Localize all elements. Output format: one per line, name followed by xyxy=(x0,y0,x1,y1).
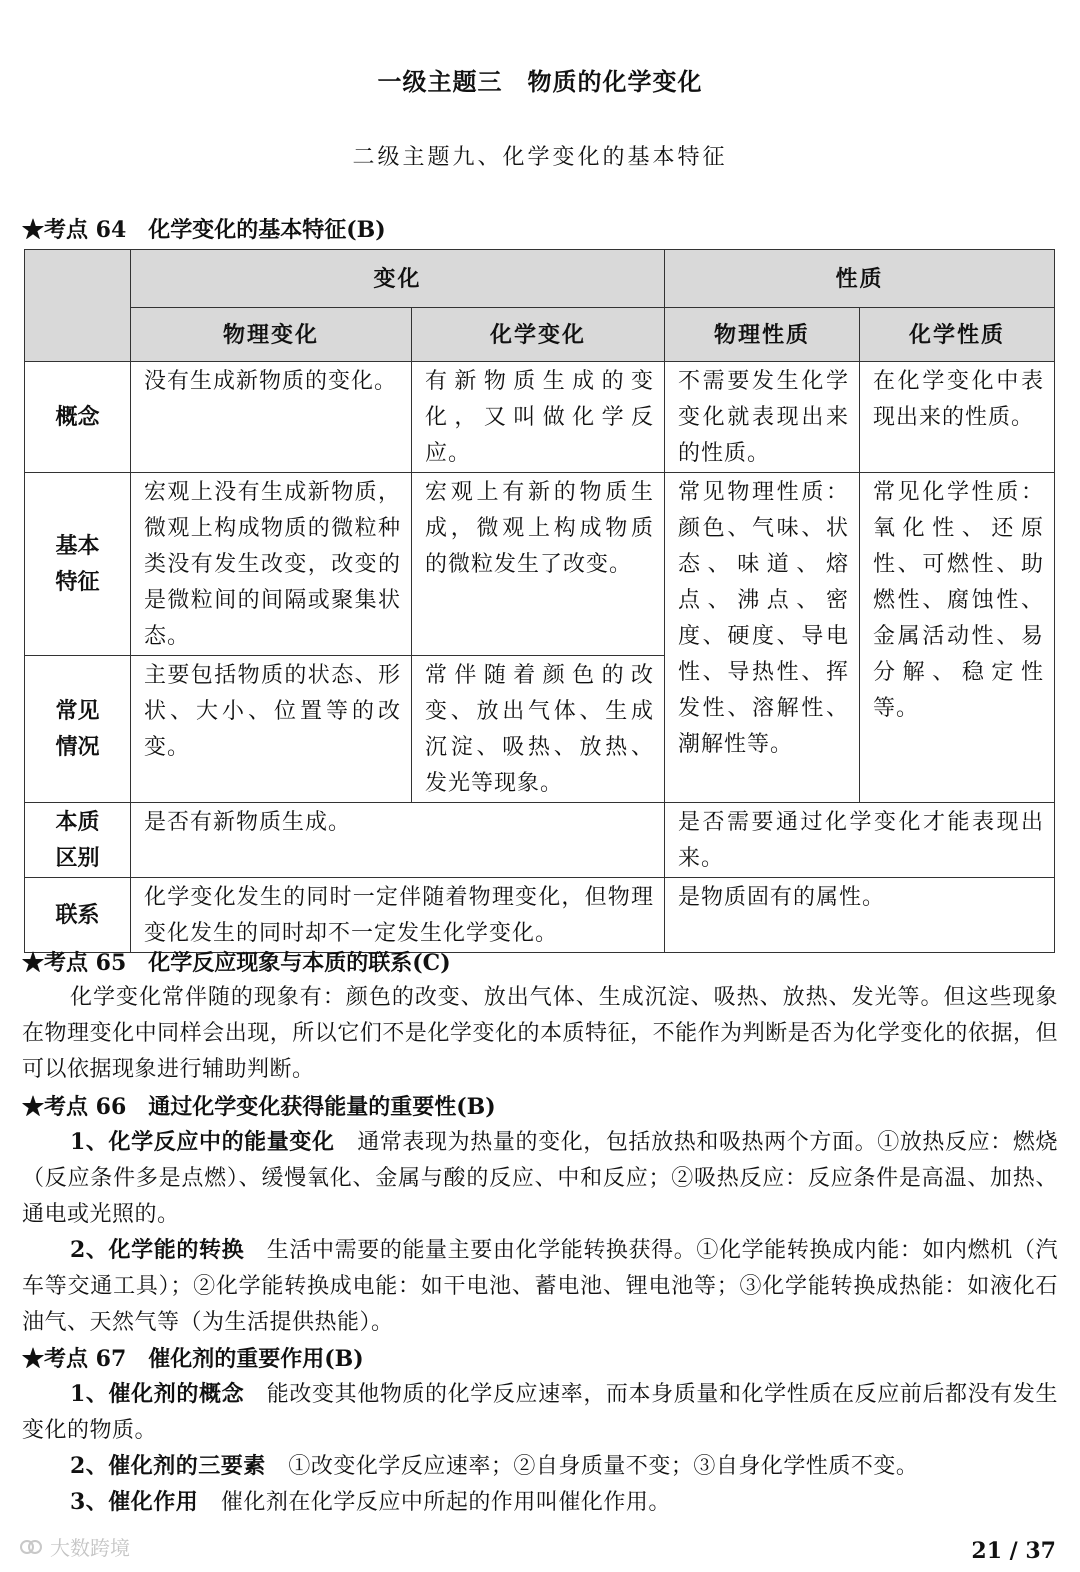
header-chemical-change: 化学变化 xyxy=(412,308,665,362)
kp64-heading: ★考点 64 化学变化的基本特征(B) xyxy=(22,217,386,243)
kp67-p3-label: 3、催化作用 xyxy=(70,1489,199,1515)
cell-feature-physical-change: 宏观上没有生成新物质，微观上构成物质的微粒种类没有发生改变，改变的是微粒间的间隔或聚集状态。 xyxy=(131,473,412,656)
cell-common-chemical-change: 常伴随着颜色的改变、放出气体、生成沉淀、吸热、放热、发光等现象。 xyxy=(412,656,665,803)
kp65-heading: ★考点 65 化学反应现象与本质的联系(C) xyxy=(22,950,451,976)
kp66-p1-text: 通常表现为热量的变化，包括放热和吸热两个方面。①放热反应：燃烧（反应条件多是点燃）、缓慢氧化、金属与酸的反应、中和反应；②吸热反应：反应条件是高温、加热、通电或光照的。 xyxy=(22,1130,1058,1227)
row-header-concept: 概念 xyxy=(25,362,131,473)
kp67-paragraph-3 xyxy=(22,1484,1058,1521)
row-header-common: 常见情况 xyxy=(25,656,131,803)
section-subtitle: 二级主题九、化学变化的基本特征 xyxy=(352,145,728,170)
kp66-p1-label: 1、化学反应中的能量变化 xyxy=(70,1129,335,1155)
header-property: 性质 xyxy=(665,250,1055,308)
kp66-p2-text: 生活中需要的能量主要由化学能转换获得。①化学能转换成内能：如内燃机（汽车等交通工具）；②化学能转换成电能：如干电池、蓄电池、锂电池等；③化学能转换成热能：如液化石油气、天然气等（为生活提供热能）。 xyxy=(22,1238,1058,1335)
cell-concept-physical-property: 不需要发生化学变化就表现出来的性质。 xyxy=(665,362,860,473)
cell-feature-chemical-change: 宏观上有新的物质生成，微观上构成物质的微粒发生了改变。 xyxy=(412,473,665,656)
kp67-p1-label: 1、催化剂的概念 xyxy=(70,1381,245,1407)
cell-relation-property: 是物质固有的属性。 xyxy=(665,878,1055,953)
kp66-p2-label: 2、化学能的转换 xyxy=(70,1237,245,1263)
row-header-relation: 联系 xyxy=(25,878,131,953)
kp67-p2-text: ①改变化学反应速率；②自身质量不变；③自身化学性质不变。 xyxy=(288,1454,919,1479)
header-physical-change: 物理变化 xyxy=(131,308,412,362)
row-header-essence: 本质区别 xyxy=(25,803,131,878)
cell-concept-physical-change: 没有生成新物质的变化。 xyxy=(131,362,412,473)
cell-concept-chemical-change: 有新物质生成的变化，又叫做化学反应。 xyxy=(412,362,665,473)
cell-essence-property: 是否需要通过化学变化才能表现出来。 xyxy=(665,803,1055,878)
page-number: 21 / 37 xyxy=(971,1538,1056,1564)
page-title: 一级主题三 物质的化学变化 xyxy=(377,68,703,96)
cell-essence-change: 是否有新物质生成。 xyxy=(131,803,665,878)
kp67-p1-text: 能改变其他物质的化学反应速率，而本身质量和化学性质在反应前后都没有发生变化的物质。 xyxy=(22,1382,1058,1443)
table-corner xyxy=(25,250,131,362)
kp67-p3-text: 催化剂在化学反应中所起的作用叫催化作用。 xyxy=(220,1490,671,1515)
watermark-text: 大数跨境 xyxy=(50,1536,130,1560)
kp66-heading: ★考点 66 通过化学变化获得能量的重要性(B) xyxy=(22,1094,496,1120)
kp64-table xyxy=(24,249,1055,953)
cell-concept-chemical-property: 在化学变化中表现出来的性质。 xyxy=(860,362,1055,473)
kp67-paragraph-2 xyxy=(22,1448,1058,1485)
row-header-feature: 基本特征 xyxy=(25,473,131,656)
watermark xyxy=(18,1532,130,1561)
kp67-p2-label: 2、催化剂的三要素 xyxy=(70,1453,266,1479)
cell-relation-change: 化学变化发生的同时一定伴随着物理变化，但物理变化发生的同时却不一定发生化学变化。 xyxy=(131,878,665,953)
kp65-body: 化学变化常伴随的现象有：颜色的改变、放出气体、生成沉淀、吸热、放热、发光等。但这些现象在物理变化中同样会出现，所以它们不是化学变化的本质特征，不能作为判断是否为化学变化的依据，但可以依据现象进行辅助判断。 xyxy=(22,985,1058,1082)
cell-common-chemical-property: 常见化学性质：氧化性、还原性、可燃性、助燃性、腐蚀性、金属活动性、易分解、稳定性等。 xyxy=(860,473,1055,803)
kp67-paragraph-1 xyxy=(22,1376,1058,1449)
header-physical-property: 物理性质 xyxy=(665,308,860,362)
header-chemical-property: 化学性质 xyxy=(860,308,1055,362)
header-change: 变化 xyxy=(131,250,665,308)
cell-common-physical-change: 主要包括物质的状态、形状、大小、位置等的改变。 xyxy=(131,656,412,803)
watermark-logo-icon xyxy=(18,1534,44,1560)
cell-common-physical-property: 常见物理性质：颜色、气味、状态、味道、熔点、沸点、密度、硬度、导电性、导热性、挥发性、溶解性、潮解性等。 xyxy=(665,473,860,803)
kp66-paragraph-1 xyxy=(22,1124,1058,1233)
kp67-heading: ★考点 67 催化剂的重要作用(B) xyxy=(22,1346,364,1372)
kp66-paragraph-2 xyxy=(22,1232,1058,1341)
